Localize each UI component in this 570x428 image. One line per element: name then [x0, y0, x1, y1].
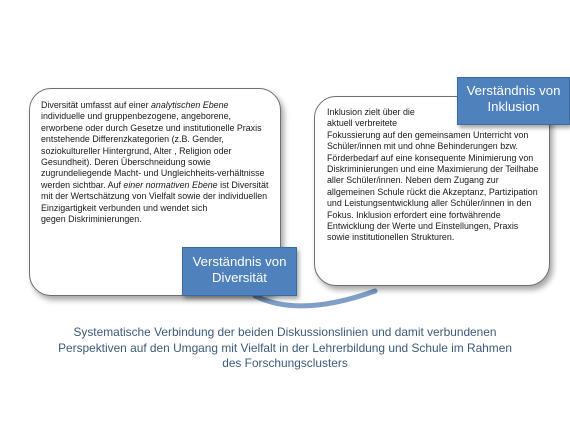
inclusion-text-rest: Fokussierung auf den gemeinsamen Unterricht von Schüler/innen mit und ohne Behinderungen bzw. Förderbedarf auf eine konsequente Minimierung von Diskriminierungen und eine Maximierung der Teilhabe aller Schüler/innen. Neben dem Zugang zur allgemeinen Schule rückt die Akzeptanz, Partizipation und Leistungsentwicklung aller Schüler/innen in den Fokus. Inklusion erfordert eine fortwährende Entwicklung der Werte und Einstellungen, Praxis sowie institutionellen Strukturen.	[327, 129, 539, 243]
diversity-label-line-1: Verständnis von	[192, 254, 287, 269]
inclusion-paragraph	[327, 107, 541, 244]
diversity-text-6: gegen Diskriminierungen.	[41, 214, 142, 225]
caption-line-3: des Forschungsclusters	[222, 356, 348, 371]
inclusion-label	[457, 77, 570, 125]
caption-line-2: Perspektiven auf den Umgang mit Vielfalt in der Lehrerbildung und Schule im Rahmen	[58, 340, 512, 355]
diversity-label	[182, 247, 297, 296]
diversity-text-analytic: analytischen Ebene	[151, 100, 229, 110]
inclusion-text-line-1: Inklusion zielt über die	[327, 107, 415, 117]
inclusion-label-line-1: Verständnis von	[466, 83, 561, 98]
caption-line-1: Systematische Verbindung der beiden Diskussionslinien und damit verbundenen	[73, 325, 497, 339]
diversity-text-5: ist Diversität mit der Wertschätzung von Vielfalt sowie der individuellen Einzigartigkeit verbunden und wendet sich	[41, 179, 269, 213]
diversity-text-3: individuelle und gruppenbezogene, angeborene, erworbene oder durch Gesetze und institutionelle Praxis entstehende Differenzkategorien (z.B. Gender, soziokultureller Hintergrund, Alter , Religion oder Gesundheit). Deren Überschneidung sowie zugrundeliegende Macht- und Ungleichheits-verhältnisse werden sichtbar. Auf	[41, 111, 265, 190]
diversity-text-1: Diversität umfasst auf einer	[41, 100, 151, 110]
diversity-label-line-2: Diversität	[212, 270, 267, 285]
inclusion-label-line-2: Inklusion	[487, 99, 540, 114]
inclusion-text-line-2: aktuell verbreitete	[327, 118, 398, 129]
caption	[20, 325, 550, 372]
diversity-text-normative: einer normativen Ebene	[123, 179, 218, 190]
diversity-paragraph	[41, 100, 272, 225]
